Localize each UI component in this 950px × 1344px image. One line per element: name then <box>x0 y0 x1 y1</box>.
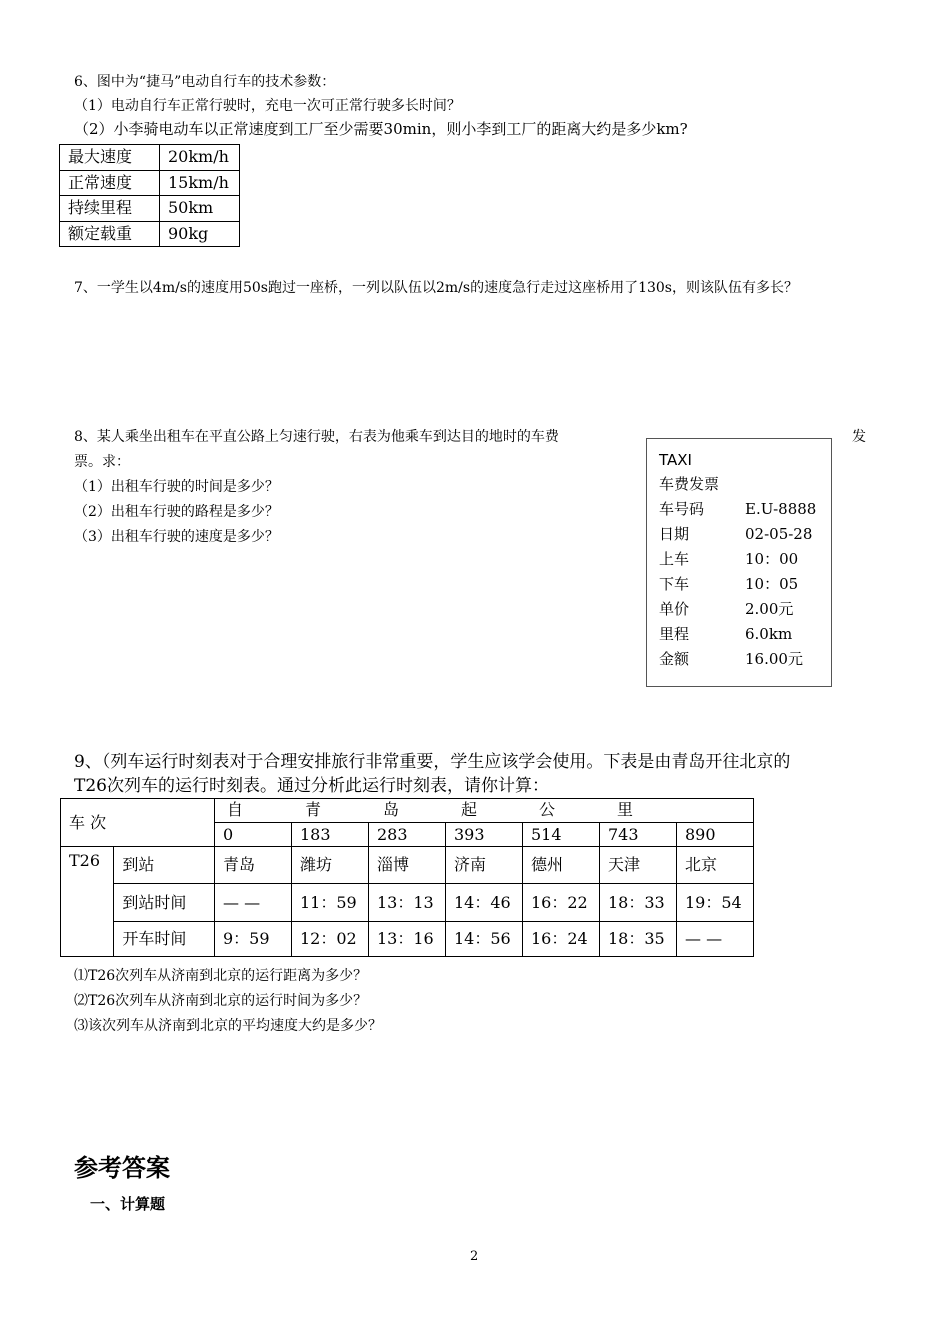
receipt-value: 2.00元 <box>745 600 794 618</box>
receipt-row-distance <box>659 624 793 644</box>
arrive-cell: 14：46 <box>446 884 523 922</box>
receipt-label: 下车 <box>659 575 690 593</box>
q9-sub3: ⑶该次列车从济南到北京的平均速度大约是多少？ <box>74 1018 382 1034</box>
distance-header-char: 公 <box>539 800 556 819</box>
depart-cell: 14：56 <box>446 922 523 957</box>
q9-sub2: ⑵T26次列车从济南到北京的运行时间为多少？ <box>74 993 368 1009</box>
station-cell: 潍坊 <box>292 847 369 884</box>
distance-cell: 514 <box>523 823 600 847</box>
train-number: T26 <box>61 847 114 957</box>
q6-spec-table <box>59 144 240 247</box>
arrive-cell: 11：59 <box>292 884 369 922</box>
answers-title: 参考答案 <box>74 1153 170 1182</box>
table-row <box>60 170 240 196</box>
q9-line1: 9、（列车运行时刻表对于合理安排旅行非常重要，学生应该学会使用。下表是由青岛开往北京的 <box>74 752 791 772</box>
row-label: 到站 <box>114 847 215 884</box>
q8-line1-tail: 发 <box>852 429 866 445</box>
q7-text: 7、一学生以4m/s的速度用50s跑过一座桥，一列以队伍以2m/s的速度急行走过这座桥用了130s，则该队伍有多长？ <box>74 280 798 296</box>
spec-value: 50km <box>160 196 240 222</box>
distance-header-char: 起 <box>461 800 478 819</box>
depart-cell: 18：35 <box>600 922 677 957</box>
distance-cell: 743 <box>600 823 677 847</box>
station-cell: 北京 <box>677 847 754 884</box>
spec-value: 90kg <box>160 221 240 247</box>
receipt-value: 02-05-28 <box>745 525 813 543</box>
receipt-row-plate <box>659 499 817 519</box>
spec-key: 正常速度 <box>60 170 160 196</box>
q6-line3: （2）小李骑电动车以正常速度到工厂至少需要30min，则小李到工厂的距离大约是多少km? <box>74 120 688 138</box>
receipt-row-date <box>659 524 813 544</box>
receipt-value: E.U-8888 <box>745 500 817 518</box>
arrive-cell: — — <box>215 884 292 922</box>
train-timetable <box>60 798 754 957</box>
station-cell: 天津 <box>600 847 677 884</box>
train-header: 车 次 <box>61 799 215 847</box>
distance-cell: 890 <box>677 823 754 847</box>
receipt-subtitle: 车费发票 <box>659 475 720 493</box>
distance-header-char: 自 <box>227 800 244 819</box>
table-row <box>60 145 240 171</box>
arrive-cell: 13：13 <box>369 884 446 922</box>
q9-line2: T26次列车的运行时刻表。通过分析此运行时刻表，请你计算： <box>74 776 549 796</box>
distance-cell: 393 <box>446 823 523 847</box>
depart-cell: 12：02 <box>292 922 369 957</box>
receipt-label: 车号码 <box>659 500 705 518</box>
table-row <box>61 847 754 884</box>
page-number: 2 <box>470 1249 479 1264</box>
table-row <box>61 884 754 922</box>
receipt-value: 16.00元 <box>745 650 803 668</box>
spec-value: 20km/h <box>160 145 240 171</box>
q8-sub2: （2）出租车行驶的路程是多少？ <box>74 504 279 520</box>
q8-sub3: （3）出租车行驶的速度是多少？ <box>74 529 279 545</box>
spec-key: 最大速度 <box>60 145 160 171</box>
receipt-row-price <box>659 599 794 619</box>
table-row <box>61 799 754 823</box>
arrive-cell: 18：33 <box>600 884 677 922</box>
spec-value: 15km/h <box>160 170 240 196</box>
receipt-value: 10：05 <box>745 575 799 593</box>
q6-line1: 6、图中为“捷马”电动自行车的技术参数： <box>74 74 336 90</box>
station-cell: 淄博 <box>369 847 446 884</box>
q9-sub1: ⑴T26次列车从济南到北京的运行距离为多少？ <box>74 968 368 984</box>
distance-header-char: 里 <box>617 800 634 819</box>
receipt-label: 上车 <box>659 550 690 568</box>
arrive-cell: 16：22 <box>523 884 600 922</box>
receipt-row-amount <box>659 649 803 669</box>
table-row <box>60 221 240 247</box>
distance-header <box>215 799 754 823</box>
distance-cell: 0 <box>215 823 292 847</box>
row-label: 开车时间 <box>114 922 215 957</box>
table-row <box>61 922 754 957</box>
receipt-label: 单价 <box>659 600 690 618</box>
receipt-label: 金额 <box>659 650 690 668</box>
distance-header-char: 岛 <box>383 800 400 819</box>
distance-header-char: 青 <box>305 800 322 819</box>
q6-line2: （1）电动自行车正常行驶时，充电一次可正常行驶多长时间？ <box>74 98 461 114</box>
station-cell: 青岛 <box>215 847 292 884</box>
depart-cell: — — <box>677 922 754 957</box>
spec-key: 持续里程 <box>60 196 160 222</box>
distance-cell: 283 <box>369 823 446 847</box>
spec-key: 额定载重 <box>60 221 160 247</box>
distance-cell: 183 <box>292 823 369 847</box>
row-label: 到站时间 <box>114 884 215 922</box>
station-cell: 济南 <box>446 847 523 884</box>
q8-line1: 8、某人乘坐出租车在平直公路上匀速行驶，右表为他乘车到达目的地时的车费 <box>74 429 559 445</box>
receipt-value: 6.0km <box>745 625 793 643</box>
table-row <box>60 196 240 222</box>
station-cell: 德州 <box>523 847 600 884</box>
receipt-value: 10：00 <box>745 550 799 568</box>
taxi-receipt <box>646 438 832 687</box>
q8-line2: 票。求： <box>74 454 130 470</box>
arrive-cell: 19：54 <box>677 884 754 922</box>
receipt-title: TAXI <box>659 451 692 469</box>
depart-cell: 16：24 <box>523 922 600 957</box>
receipt-label: 日期 <box>659 525 690 543</box>
receipt-row-alight <box>659 574 799 594</box>
depart-cell: 9：59 <box>215 922 292 957</box>
receipt-row-board <box>659 549 799 569</box>
q8-sub1: （1）出租车行驶的时间是多少？ <box>74 479 279 495</box>
answers-section: 一、计算题 <box>90 1195 166 1213</box>
receipt-label: 里程 <box>659 625 690 643</box>
depart-cell: 13：16 <box>369 922 446 957</box>
